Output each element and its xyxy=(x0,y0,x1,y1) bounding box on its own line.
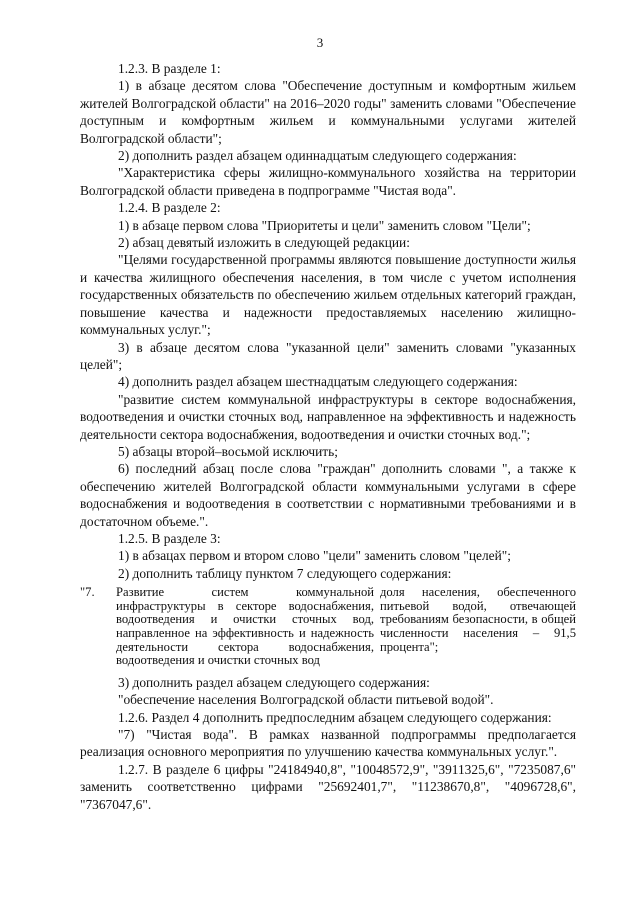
paragraph: 6) последний абзац после слова "граждан" дополнить словами ", а также к обеспечению жителей Волгоградской области коммунальными услугами в сфере водоснабжения и водоотведения в соответствии с нормативными требованиями и в достаточном объеме.". xyxy=(80,461,576,529)
paragraph: 4) дополнить раздел абзацем шестнадцатым следующего содержания: xyxy=(118,374,518,390)
paragraph: 1) в абзацах первом и втором слово "цели" заменить словом "целей"; xyxy=(118,548,511,564)
paragraph: "обеспечение населения Волгоградской области питьевой водой". xyxy=(118,692,494,708)
paragraph: 5) абзацы второй–восьмой исключить; xyxy=(118,443,338,459)
paragraph: 3) в абзаце десятом слова "указанной цели" заменить словами "указанных целей"; xyxy=(80,339,576,372)
paragraph: "7) "Чистая вода". В рамках названной подпрограммы предполагается реализация основного мероприятия по улучшению качества коммунальных услуг.". xyxy=(80,726,576,760)
table-row-indicator: доля населения, обеспеченного питьевой водой, отвечающей требованиям безопасности, в общей численности населения – 91,5 процента"; xyxy=(380,585,576,654)
paragraph: 1.2.6. Раздел 4 дополнить предпоследним абзацем следующего содержания: xyxy=(118,709,552,725)
table-row xyxy=(80,586,576,668)
paragraph: 1.2.7. В разделе 6 цифры "24184940,8", "10048572,9", "3911325,6", "7235087,6" заменить соответственно цифрами "25692401,7", "11238670,8", "4096728,6", "7367047,6". xyxy=(80,761,576,812)
paragraph: 2) дополнить таблицу пунктом 7 следующего содержания: xyxy=(118,565,452,581)
paragraph: 3) дополнить раздел абзацем следующего содержания: xyxy=(118,674,430,690)
paragraph: 1.2.3. В разделе 1: xyxy=(118,61,221,76)
paragraph: 2) абзац девятый изложить в следующей редакции: xyxy=(118,235,410,251)
table-row-goal: Развитие систем коммунальной инфраструктуры в секторе водоснабжения, водоотведения и очистки сточных вод, направленное на эффективность и надежность деятельности сектора водоснабжения, водоотведения и очистки сточных вод xyxy=(116,585,374,668)
paragraph: 1) в абзаце первом слова "Приоритеты и цели" заменить словом "Цели"; xyxy=(118,217,531,233)
paragraph: "Целями государственной программы являются повышение доступности жилья и качества жилищного обеспечения населения, в том числе с учетом исполнения государственных обязательств по обеспечению жильем отдельных категорий граждан, повышение качества и надежности предоставляемых населению жилищно-коммунальных услуг."; xyxy=(80,252,576,338)
paragraph: "Характеристика сферы жилищно-коммунального хозяйства на территории Волгоградской области приведена в подпрограмме "Чистая вода". xyxy=(80,165,576,198)
paragraph: 1) в абзаце десятом слова "Обеспечение доступным и комфортным жильем жителей Волгоградской области" на 2016–2020 годы" заменить словами "Обеспечение доступным и комфортным жильем и коммунальными услугами жителей Волгоградской области"; xyxy=(80,78,576,146)
paragraph: 1.2.4. В разделе 2: xyxy=(118,200,221,216)
paragraph: "развитие систем коммунальной инфраструктуры в секторе водоснабжения, водоотведения и очистки сточных вод, направленное на эффективность и надежность деятельности сектора водоснабжения, водоотведения и очистки сточных вод."; xyxy=(80,391,576,442)
table-row-number: "7. xyxy=(80,585,95,600)
paragraph: 1.2.5. В разделе 3: xyxy=(118,530,221,546)
document-body xyxy=(80,60,576,813)
page-number: 3 xyxy=(316,35,324,50)
paragraph: 2) дополнить раздел абзацем одиннадцатым следующего содержания: xyxy=(118,148,517,164)
